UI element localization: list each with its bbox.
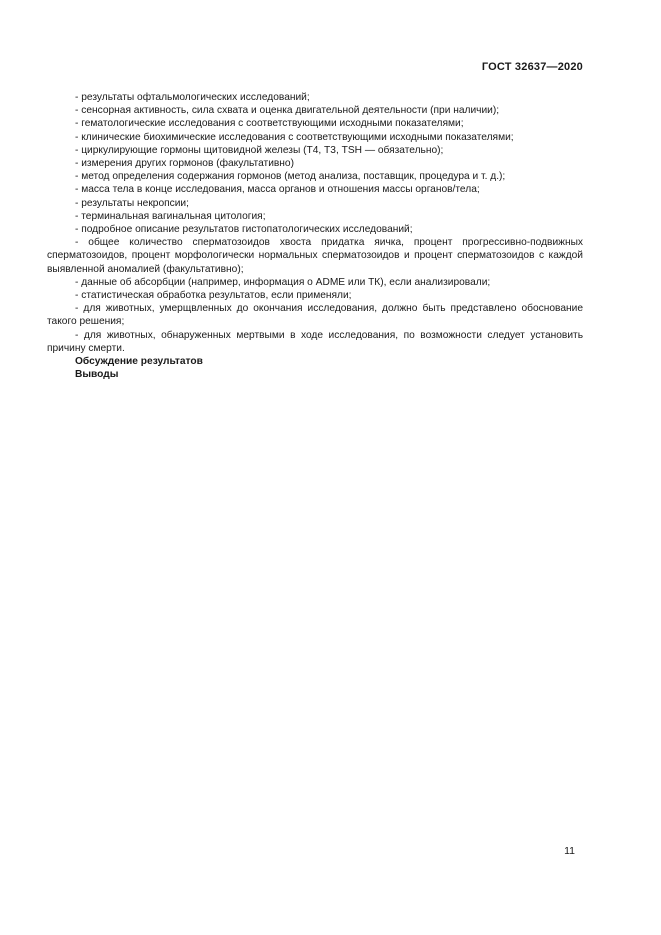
- standard-header: ГОСТ 32637—2020: [481, 61, 583, 73]
- list-item: - результаты некропсии;: [75, 197, 189, 209]
- discussion-heading: Обсуждение результатов: [75, 356, 203, 368]
- list-item: - масса тела в конце исследования, масса органов и отношения массы органов/тела;: [75, 184, 480, 196]
- list-item: - данные об абсорбции (например, информация о ADME или ТК), если анализировали;: [75, 276, 491, 288]
- list-item: - подробное описание результатов гистопатологических исследований;: [75, 224, 413, 236]
- list-item: - сенсорная активность, сила схвата и оценка двигательной деятельности (при наличии);: [75, 105, 500, 117]
- list-item: - терминальная вагинальная цитология;: [75, 210, 266, 222]
- report-content: [47, 91, 583, 381]
- list-item: - для животных, умерщвленных до окончания исследования, должно быть представлено обоснование такого решения;: [47, 303, 583, 328]
- list-item: - метод определения содержания гормонов (метод анализа, поставщик, процедура и т. д.);: [75, 171, 506, 183]
- list-item: - циркулирующие гормоны щитовидной железы (Т4, Т3, TSH — обязательно);: [75, 144, 444, 156]
- list-item: - для животных, обнаруженных мертвыми в ходе исследования, по возможности следует установить причину смерти.: [47, 329, 583, 354]
- list-item: - измерения других гормонов (факультативно): [75, 158, 294, 170]
- list-item: - общее количество сперматозоидов хвоста придатка яичка, процент прогрессивно-подвижных сперматозоидов, процент морфологически нормальных сперматозоидов и процент сперматозоидов с каждой выявленной аномалией (факультативно);: [47, 237, 583, 275]
- conclusions-heading: Выводы: [75, 369, 119, 381]
- page-number: 11: [564, 845, 575, 857]
- list-item: - гематологические исследования с соответствующими исходными показателями;: [75, 118, 464, 130]
- list-item: - результаты офтальмологических исследований;: [75, 92, 310, 103]
- list-item: - статистическая обработка результатов, если применяли;: [75, 290, 352, 302]
- list-item: - клинические биохимические исследования с соответствующими исходными показателями;: [75, 131, 514, 143]
